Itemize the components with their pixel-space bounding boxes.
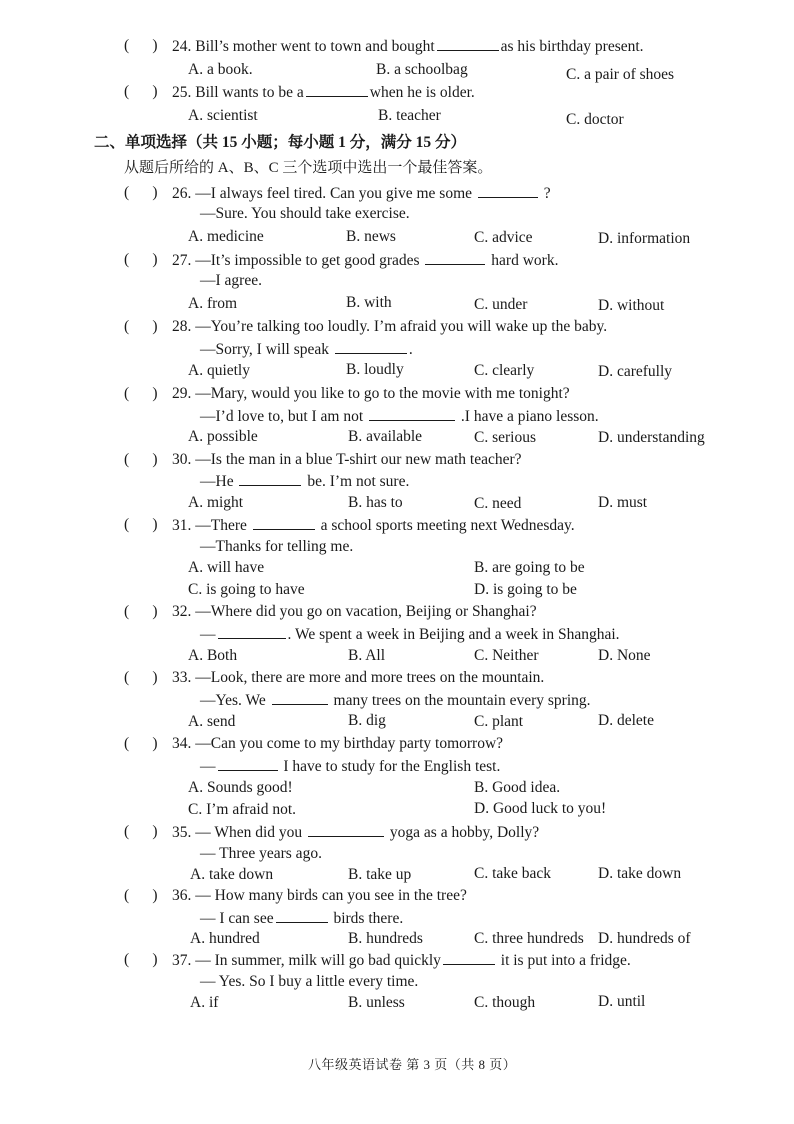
question-36-line2: — I can see birds there. [200, 910, 404, 927]
option-27-c: C. under [474, 296, 528, 313]
answer-paren-24: ( ) [124, 37, 158, 54]
option-32-a: A. Both [188, 647, 238, 664]
question-29-line2: —I’d love to, but I am not .I have a piano lesson. [200, 408, 599, 425]
option-37-d: D. until [598, 993, 646, 1010]
option-26-d: D. information [598, 230, 691, 247]
answer-blank [306, 82, 368, 97]
section-heading: 二、单项选择（共 15 小题；每小题 1 分，满分 15 分） [94, 134, 467, 151]
question-35-line2: — Three years ago. [200, 845, 322, 862]
question-30-line1: 30. —Is the man in a blue T-shirt our new math teacher? [172, 451, 522, 468]
question-24-stem: 24. Bill’s mother went to town and bought as his birthday present. [172, 38, 644, 55]
answer-paren-35: ( ) [124, 823, 158, 840]
answer-blank [478, 183, 538, 198]
answer-paren-31: ( ) [124, 516, 158, 533]
answer-blank [276, 908, 328, 923]
question-27-line1: 27. —It’s impossible to get good grades hard work. [172, 252, 559, 269]
option-32-d: D. None [598, 647, 651, 664]
option-36-c: C. three hundreds [474, 930, 584, 947]
option-30-c: C. need [474, 495, 522, 512]
option-36-d: D. hundreds of [598, 930, 691, 947]
option-33-c: C. plant [474, 713, 524, 730]
option-33-b: B. dig [348, 712, 386, 729]
answer-paren-27: ( ) [124, 251, 158, 268]
option-33-a: A. send [188, 713, 236, 730]
option-34-a: A. Sounds good! [188, 779, 293, 796]
question-34-line1: 34. —Can you come to my birthday party tomorrow? [172, 735, 504, 752]
question-32-line1: 32. —Where did you go on vacation, Beijing or Shanghai? [172, 603, 537, 620]
question-35-line1: 35. — When did you yoga as a hobby, Dolly? [172, 824, 540, 841]
option-24-a: A. a book. [188, 61, 253, 78]
option-24-b: B. a schoolbag [376, 61, 468, 78]
answer-blank [239, 471, 301, 486]
option-34-b: B. Good idea. [474, 779, 561, 796]
answer-blank [437, 36, 499, 51]
option-30-d: D. must [598, 494, 648, 511]
question-37-line1: 37. — In summer, milk will go bad quickly it is put into a fridge. [172, 952, 631, 969]
option-26-a: A. medicine [188, 228, 264, 245]
answer-blank [218, 624, 286, 639]
question-36-line1: 36. — How many birds can you see in the tree? [172, 887, 467, 904]
option-27-b: B. with [346, 294, 392, 311]
question-28-line1: 28. —You’re talking too loudly. I’m afraid you will wake up the baby. [172, 318, 608, 335]
answer-blank [335, 339, 407, 354]
question-30-line2: —He be. I’m not sure. [200, 473, 410, 490]
option-29-d: D. understanding [598, 429, 705, 446]
answer-paren-32: ( ) [124, 603, 158, 620]
question-33-line2: —Yes. We many trees on the mountain every spring. [200, 692, 591, 709]
answer-paren-37: ( ) [124, 951, 158, 968]
option-35-d: D. take down [598, 865, 682, 882]
answer-blank [308, 822, 384, 837]
option-28-d: D. carefully [598, 363, 673, 380]
option-27-a: A. from [188, 295, 238, 312]
answer-paren-33: ( ) [124, 669, 158, 686]
option-37-b: B. unless [348, 994, 405, 1011]
option-34-c: C. I’m afraid not. [188, 801, 297, 818]
answer-paren-29: ( ) [124, 385, 158, 402]
answer-paren-30: ( ) [124, 451, 158, 468]
option-29-b: B. available [348, 428, 423, 445]
option-25-b: B. teacher [378, 107, 441, 124]
option-37-c: C. though [474, 994, 536, 1011]
option-36-a: A. hundred [190, 930, 260, 947]
question-26-line2: —Sure. You should take exercise. [200, 205, 410, 222]
option-36-b: B. hundreds [348, 930, 423, 947]
question-31-line1: 31. —There a school sports meeting next Wednesday. [172, 517, 575, 534]
option-29-a: A. possible [188, 428, 258, 445]
answer-blank [443, 950, 495, 965]
answer-blank [425, 250, 485, 265]
option-26-c: C. advice [474, 229, 533, 246]
answer-paren-36: ( ) [124, 887, 158, 904]
question-32-line2: — . We spent a week in Beijing and a week in Shanghai. [200, 626, 620, 643]
option-35-b: B. take up [348, 866, 412, 883]
option-30-a: A. might [188, 494, 244, 511]
option-31-b: B. are going to be [474, 559, 585, 576]
option-27-d: D. without [598, 297, 665, 314]
section-instruction: 从题后所给的 A、B、C 三个选项中选出一个最佳答案。 [124, 160, 493, 176]
option-29-c: C. serious [474, 429, 536, 446]
answer-paren-28: ( ) [124, 318, 158, 335]
question-26-line1: 26. —I always feel tired. Can you give me some ? [172, 185, 551, 202]
option-33-d: D. delete [598, 712, 654, 729]
answer-blank [369, 406, 455, 421]
question-31-line2: —Thanks for telling me. [200, 538, 354, 555]
question-28-line2: —Sorry, I will speak . [200, 341, 413, 358]
answer-blank [272, 690, 328, 705]
question-29-line1: 29. —Mary, would you like to go to the movie with me tonight? [172, 385, 570, 402]
question-34-line2: — I have to study for the English test. [200, 758, 501, 775]
answer-paren-25: ( ) [124, 83, 158, 100]
option-31-a: A. will have [188, 559, 265, 576]
option-28-c: C. clearly [474, 362, 535, 379]
option-35-c: C. take back [474, 865, 552, 882]
option-32-c: C. Neither [474, 647, 539, 664]
option-34-d: D. Good luck to you! [474, 800, 607, 817]
question-27-line2: —I agree. [200, 272, 262, 289]
option-31-d: D. is going to be [474, 581, 577, 598]
question-37-line2: — Yes. So I buy a little every time. [200, 973, 419, 990]
option-32-b: B. All [348, 647, 386, 664]
option-28-b: B. loudly [346, 361, 404, 378]
option-28-a: A. quietly [188, 362, 250, 379]
option-25-a: A. scientist [188, 107, 258, 124]
option-24-c: C. a pair of shoes [566, 66, 675, 83]
answer-blank [218, 756, 278, 771]
question-25-stem: 25. Bill wants to be a when he is older. [172, 84, 475, 101]
page-footer: 八年级英语试卷 第 3 页（共 8 页） [308, 1057, 517, 1072]
option-31-c: C. is going to have [188, 581, 305, 598]
question-33-line1: 33. —Look, there are more and more trees on the mountain. [172, 669, 545, 686]
option-35-a: A. take down [190, 866, 274, 883]
option-25-c: C. doctor [566, 111, 624, 128]
option-37-a: A. if [190, 994, 219, 1011]
answer-paren-26: ( ) [124, 184, 158, 201]
answer-paren-34: ( ) [124, 735, 158, 752]
option-30-b: B. has to [348, 494, 403, 511]
option-26-b: B. news [346, 228, 396, 245]
answer-blank [253, 515, 315, 530]
